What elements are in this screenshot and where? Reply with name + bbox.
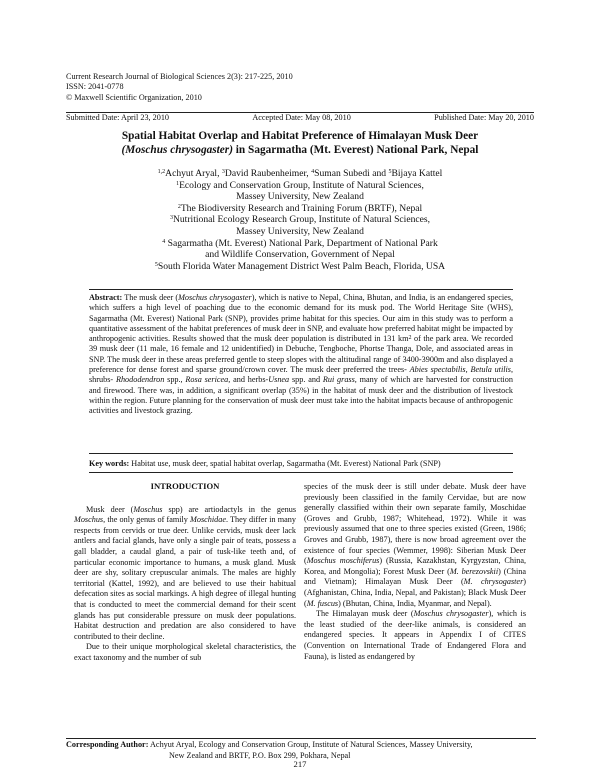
aff-text: Nutritional Ecology Research Group, Institute of Natural Sciences,: [172, 214, 431, 226]
body-species: Moschus: [74, 515, 104, 525]
abstract-species: Rosa sericea: [185, 375, 229, 385]
aff-sup: 2: [177, 203, 181, 210]
submitted-date: Submitted Date: April 23, 2010: [66, 113, 170, 122]
abstract-species: Usnea: [268, 375, 290, 385]
abstract-text: ,: [465, 365, 471, 375]
body-text: species of the musk deer is still under debate. Musk deer have previously been classified in the family Cervidae, but are now generally classified within their own separate family, Moschidae (Groves and Grubb, 1987; Whitehead, 1972). While it was previously assumed that one to three species existed (Green, 1986; Groves and Grubb, 1987), there is now broad agreement over the existence of four species (Wemmer, 1998): Siberian Musk Deer (: [304, 482, 526, 566]
abstract-text: , and herbs-: [228, 375, 269, 385]
abstract-text: ), which is native to Nepal, China, Bhutan, and India, is an endangered species, which suffers a high level of poaching due to the economic demand for its musk pod. The World Heritage Site (WHS), Sagarmatha (Mt. Everest) National Park (SNP), provides prime habitat for this species. Our aim in this study was to perform a quantitative assessment of the habitat preferences of musk deer in SNP, and evaluate how preferred habitat might be impacted by anthropogenic activities. Results showed that the musk deer population is distributed in 131 km: [89, 293, 514, 344]
corresponding-line-1: [66, 740, 536, 751]
body-species: Moschidae: [190, 515, 226, 525]
author-block: [66, 168, 534, 272]
right-column: [304, 482, 526, 662]
body-text: ) (Bhutan, China, India, Myanmar, and Nepal).: [338, 598, 492, 608]
keywords-rule: [89, 472, 513, 473]
abstract-species: Rui grass: [322, 375, 355, 385]
body-text: ) (Russia, Kazakhstan, Kyrgyzstan, China, Korea, and Mongolia); Forest Musk Deer (: [304, 556, 526, 576]
aff-sup: 3: [169, 215, 173, 222]
affiliation-3: [66, 214, 534, 226]
keywords: [89, 459, 529, 468]
body-text: The Himalayan musk deer (: [316, 609, 414, 619]
abstract-species: Abies spectabilis: [409, 365, 466, 375]
aff-sup: 1: [176, 180, 180, 187]
body-species: M. fuscus: [306, 598, 339, 608]
abstract-text: spp.,: [164, 375, 186, 385]
affiliation-3b: Massey University, New Zealand: [236, 225, 364, 237]
paper-title: [66, 129, 534, 157]
body-text: ), which is the least studied of the deer-like animals, is considered an endangered species. It appears in Appendix I of CITES (Convention on International Trade of Endangered Flora and Fauna), is listed as endangered by: [304, 609, 527, 661]
abstract-text: spp. and: [289, 375, 323, 385]
journal-header: [66, 72, 293, 103]
body-text: . They differ in many respects from cervids or true deer. Unlike cervids, musk deer lack antlers and facial glands, have only a single pair of teats, possess a gall bladder, a caudal gland, a pair of tusk-like teeth and, of particular economic importance to humans, a musk gland. Musk deer are shy, solitary crepuscular animals. The males are highly territorial (Kattel, 1992), and are believed to use their habitual defecation sites as social markings. A high degree of illegal hunting that is conducted to meet the commercial demand for their scent glands has put considerable pressure on musk deer populations. Habitat destruction and predation are also considered to have contributed to their decline.: [74, 515, 296, 641]
title-species: (Moschus chrysogaster): [121, 144, 233, 156]
affiliation-4: [66, 238, 534, 250]
author-sup: 5: [388, 169, 392, 175]
author-names: [66, 168, 534, 180]
affiliation-1: [66, 180, 534, 192]
intro-paragraph-3: [304, 482, 526, 609]
abstract-species: Moschus chrysogaster: [178, 293, 252, 302]
abstract-text: of the park area. We recorded 39 musk deer (11 male, 16 female and 12 unidentified) in Debuche, Tengboche, Phortse Thanga, Dole, and associated areas in SNP. The musk deer in these areas preferred gentle to steep slopes with the altitudinal range of 3400-3900m and also displayed a preference for dense forest and sparse ground/crown cover. The musk deer preferred the trees-: [89, 334, 513, 375]
body-text: ) (Afghanistan, China, India, Nepal, and Pakistan); Black Musk Deer (: [304, 577, 526, 608]
abstract-sup: 2: [408, 335, 412, 342]
corresponding-line-2: New Zealand and BRTF, P.O. Box 299, Pokhara, Nepal: [169, 750, 351, 760]
abstract: [89, 293, 513, 417]
title-location: in Sagarmatha (Mt. Everest) National Park, Nepal: [232, 144, 479, 156]
aff-sup: 5: [154, 261, 158, 268]
abstract-text: , many of which are harvested for construction and firewood. There was, in addition, a significant overlap (35%) in the habitat of musk deer and the distribution of livestock within the region. Future planning for the conservation of musk deer must take into the habitat impacts because of anthropogenic activities and livestock grazing.: [89, 375, 513, 416]
body-species: M. chrysogaster: [463, 577, 524, 587]
body-text: spp) are artiodactyls in the genus: [162, 504, 297, 514]
body-species: Moschus: [133, 504, 163, 514]
published-date: Published Date: May 20, 2010: [434, 113, 534, 122]
author-name: Bijaya Kattel: [391, 168, 443, 179]
author-name: David Raubenheimer,: [224, 168, 312, 179]
aff-text: Sagarmatha (Mt. Everest) National Park, Department of National Park: [165, 237, 438, 249]
title-line-1: Spatial Habitat Overlap and Habitat Preference of Himalayan Musk Deer: [121, 130, 479, 142]
abstract-top-rule: [89, 289, 513, 290]
page-number: 217: [293, 759, 307, 769]
issn: ISSN: 2041-0778: [66, 82, 124, 92]
abstract-bottom-rule: [89, 453, 513, 454]
accepted-date: Accepted Date: May 08, 2010: [252, 113, 351, 122]
intro-paragraph-4: [304, 609, 526, 662]
body-species: Moschus moschiferus: [306, 556, 380, 566]
journal-citation: Current Research Journal of Biological Sciences 2(3): 217-225, 2010: [66, 72, 293, 81]
affiliation-2: [66, 203, 534, 215]
affiliation-4b: and Wildlife Conservation, Government of Nepal: [205, 249, 395, 261]
aff-text: South Florida Water Management District West Palm Beach, Florida, USA: [157, 260, 446, 272]
author-name: Achyut Aryal,: [165, 168, 222, 179]
author-sup: 4: [311, 169, 315, 175]
abstract-species: Rhododendron: [115, 375, 165, 385]
corresponding-label: Corresponding Author:: [66, 740, 149, 749]
intro-paragraph-2: Due to their unique morphological skeletal characteristics, the exact taxonomy and the number of sub: [74, 642, 296, 662]
corresponding-text: Achyut Aryal, Ecology and Conservation Group, Institute of Natural Sciences, Massey University,: [148, 740, 473, 749]
title-line-2: [66, 143, 534, 157]
affiliation-5: [66, 261, 534, 273]
abstract-label: Abstract:: [89, 293, 123, 302]
body-species: M. berezovskii: [449, 566, 499, 576]
introduction-heading: INTRODUCTION: [150, 481, 220, 491]
author-sup: 3: [221, 169, 225, 175]
abstract-text: The musk deer (: [122, 293, 179, 302]
corresponding-author: [66, 740, 536, 761]
keywords-label: Key words:: [89, 459, 130, 468]
left-column: [74, 481, 296, 664]
footer-rule: [66, 738, 536, 739]
affiliation-1b: Massey University, New Zealand: [236, 191, 364, 203]
abstract-species: Betula utilis: [470, 365, 511, 375]
abstract-text: , shrubs-: [89, 365, 513, 385]
keywords-text: Habitat use, musk deer, spatial habitat overlap, Sagarmatha (Mt. Everest) National Park (SNP): [129, 459, 441, 468]
copyright: © Maxwell Scientific Organization, 2010: [66, 92, 202, 102]
body-text: Musk deer (: [86, 504, 134, 514]
aff-text: The Biodiversity Research and Training Forum (BRTF), Nepal: [180, 202, 423, 214]
aff-sup: 4: [162, 238, 166, 245]
body-text: , the only genus of family: [103, 515, 191, 525]
author-name: Suman Subedi and: [314, 168, 389, 179]
aff-text: Ecology and Conservation Group, Institute of Natural Sciences,: [179, 179, 424, 191]
body-species: Moschus chrysogaster: [413, 609, 489, 619]
intro-paragraph-1: [74, 505, 296, 643]
body-text: ) (China and Vietnam); Himalayan Musk Deer (: [304, 566, 527, 587]
author-sup: 1,2: [157, 169, 166, 175]
dates-line: [66, 113, 534, 122]
